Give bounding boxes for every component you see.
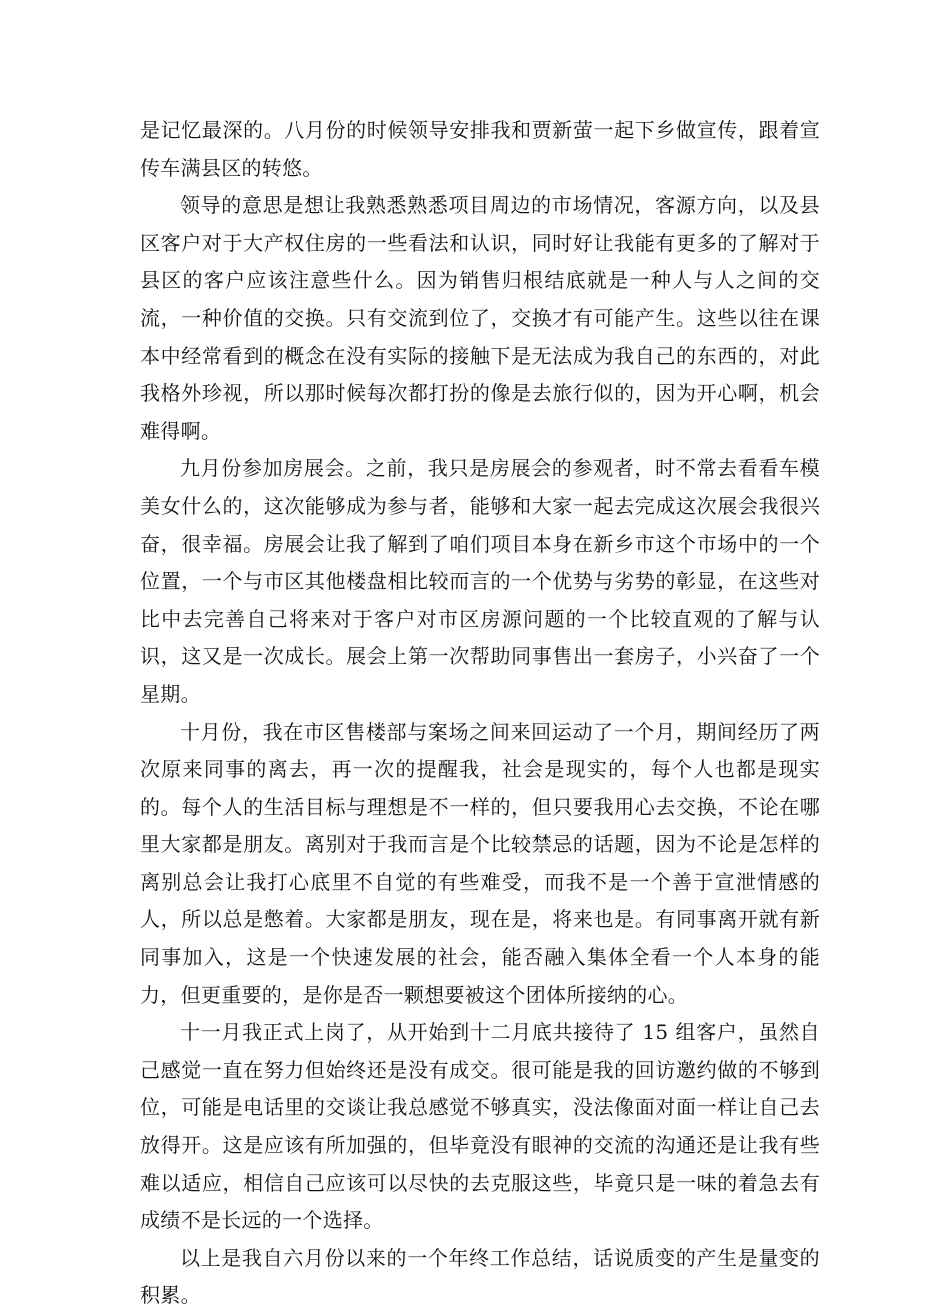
paragraph-leader-intent: 领导的意思是想让我熟悉熟悉项目周边的市场情况，客源方向，以及县区客户对于大产权住房的一些看法和认识，同时好让我能有更多的了解对于县区的客户应该注意些什么。因为销售归根结底就是一种人与人之间的交流，一种价值的交换。只有交流到位了，交换才有可能产生。这些以往在课本中经常看到的概念在没有实际的接触下是无法成为我自己的东西的，对此我格外珍视，所以那时候每次都打扮的像是去旅行似的，因为开心啊，机会难得啊。 bbox=[140, 193, 820, 443]
paragraph-august: 是记忆最深的。八月份的时候领导安排我和贾新萤一起下乡做宣传，跟着宣传车满县区的转悠。 bbox=[140, 118, 820, 180]
document-body bbox=[140, 112, 820, 1315]
paragraph-november: 十一月我正式上岗了，从开始到十二月底共接待了 15 组客户，虽然自己感觉一直在努力但始终还是没有成交。很可能是我的回访邀约做的不够到位，可能是电话里的交谈让我总感觉不够真实，没法像面对面一样让自己去放得开。这是应该有所加强的，但毕竟没有眼神的交流的沟通还是让我有些难以适应，相信自己应该可以尽快的去克服这些，毕竟只是一味的着急去有成绩不是长远的一个选择。 bbox=[140, 1020, 820, 1233]
paragraph-summary: 以上是我自六月份以来的一个年终工作总结，话说质变的产生是量变的积累。 bbox=[140, 1245, 820, 1308]
paragraph-september-expo: 九月份参加房展会。之前，我只是房展会的参观者，时不常去看看车模美女什么的，这次能够成为参与者，能够和大家一起去完成这次展会我很兴奋，很幸福。房展会让我了解到了咱们项目本身在新乡市这个市场中的一个位置，一个与市区其他楼盘相比较而言的一个优势与劣势的彰显，在这些对比中去完善自己将来对于客户对市区房源问题的一个比较直观的了解与认识，这又是一次成长。展会上第一次帮助同事售出一套房子，小兴奋了一个星期。 bbox=[140, 456, 820, 706]
paragraph-october: 十月份，我在市区售楼部与案场之间来回运动了一个月，期间经历了两次原来同事的离去，再一次的提醒我，社会是现实的，每个人也都是现实的。每个人的生活目标与理想是不一样的，但只要我用心去交换，不论在哪里大家都是朋友。离别对于我而言是个比较禁忌的话题，因为不论是怎样的离别总会让我打心底里不自觉的有些难受，而我不是一个善于宣泄情感的人，所以总是憋着。大家都是朋友，现在是，将来也是。有同事离开就有新同事加入，这是一个快速发展的社会，能否融入集体全看一个人本身的能力，但更重要的，是你是否一颗想要被这个团体所接纳的心。 bbox=[140, 719, 820, 1007]
